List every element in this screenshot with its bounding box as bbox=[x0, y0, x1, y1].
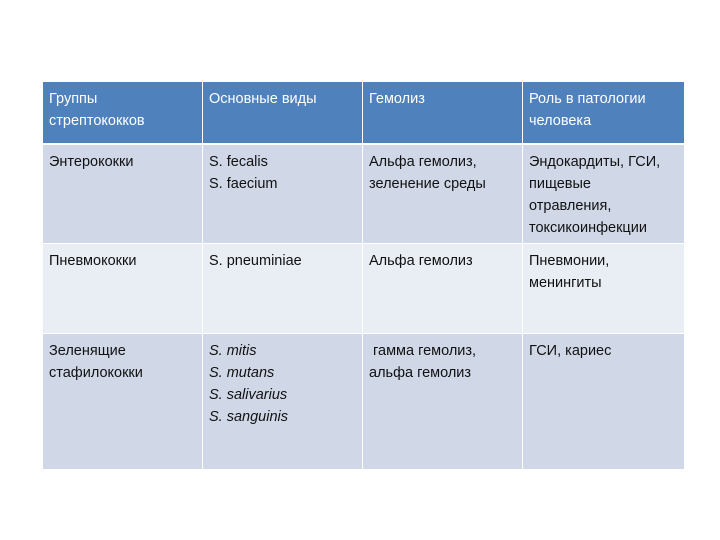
cell-group bbox=[43, 144, 203, 244]
cell-text: Эндокардиты, ГСИ, bbox=[529, 154, 661, 170]
header-text: Роль в патологии bbox=[529, 91, 646, 107]
cell-hemolysis bbox=[363, 144, 523, 244]
cell-text: менингиты bbox=[529, 275, 602, 291]
cell-group bbox=[43, 244, 203, 334]
cell-text: Альфа гемолиз bbox=[369, 253, 473, 269]
streptococci-table bbox=[42, 81, 685, 470]
cell-hemolysis bbox=[363, 244, 523, 334]
cell-text: Зеленящие bbox=[49, 343, 126, 359]
cell-text: Альфа гемолиз, bbox=[369, 154, 477, 170]
table-row bbox=[43, 334, 685, 470]
cell-text: токсикоинфекции bbox=[529, 220, 647, 236]
table-row bbox=[43, 144, 685, 244]
data-table-container bbox=[42, 81, 684, 470]
cell-text: S. mutans bbox=[209, 365, 275, 381]
header-cell-hemolysis bbox=[363, 82, 523, 145]
cell-text: S. sanguinis bbox=[209, 409, 288, 425]
table-row bbox=[43, 244, 685, 334]
header-cell-group bbox=[43, 82, 203, 145]
cell-text: альфа гемолиз bbox=[369, 365, 472, 381]
cell-group bbox=[43, 334, 203, 470]
cell-text: S. pneuminiae bbox=[209, 253, 302, 269]
cell-species bbox=[203, 244, 363, 334]
cell-text: зеленение среды bbox=[369, 176, 486, 192]
cell-hemolysis bbox=[363, 334, 523, 470]
cell-text: S. fecalis bbox=[209, 154, 268, 170]
header-cell-pathology bbox=[523, 82, 685, 145]
cell-text: S. mitis bbox=[209, 343, 257, 359]
header-cell-species bbox=[203, 82, 363, 145]
header-text: Группы bbox=[49, 91, 98, 107]
cell-text: ГСИ, кариес bbox=[529, 343, 612, 359]
cell-text: стафилококки bbox=[49, 365, 143, 381]
cell-text: S. salivarius bbox=[209, 387, 288, 403]
cell-species bbox=[203, 144, 363, 244]
cell-text: отравления, bbox=[529, 198, 612, 214]
cell-pathology bbox=[523, 334, 685, 470]
cell-text: гамма гемолиз, bbox=[369, 343, 477, 359]
cell-species bbox=[203, 334, 363, 470]
cell-text: S. faecium bbox=[209, 176, 278, 192]
header-text: Гемолиз bbox=[369, 91, 425, 107]
cell-text: Энтерококки bbox=[49, 154, 134, 170]
cell-text: Пневмококки bbox=[49, 253, 137, 269]
table-header-row bbox=[43, 82, 685, 145]
cell-text: Пневмонии, bbox=[529, 253, 610, 269]
cell-text: пищевые bbox=[529, 176, 591, 192]
cell-pathology bbox=[523, 144, 685, 244]
header-text: Основные виды bbox=[209, 91, 317, 107]
header-text: человека bbox=[529, 113, 592, 129]
header-text: стрептококков bbox=[49, 113, 145, 129]
cell-pathology bbox=[523, 244, 685, 334]
